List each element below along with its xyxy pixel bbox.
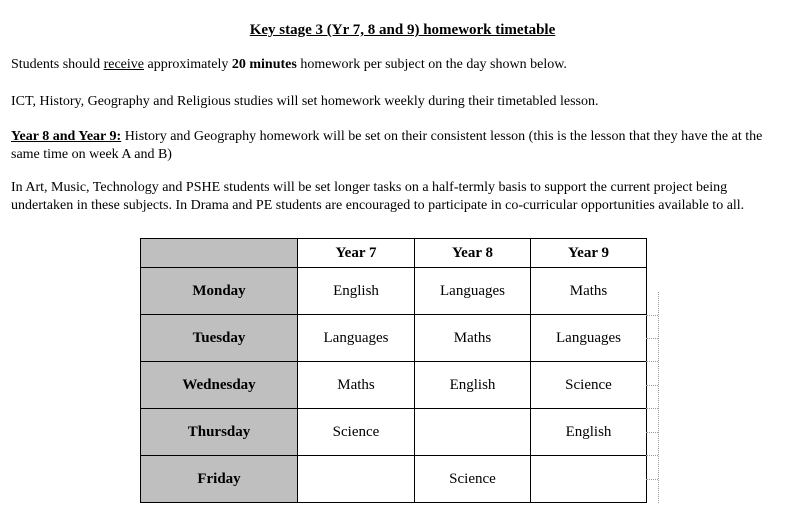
dotted-guide-tick (646, 361, 658, 362)
table-cell: Maths (415, 315, 531, 362)
paragraph-half-termly: In Art, Music, Technology and PSHE students will be set longer tasks on a half-termly basis to support the current project being undertaken in these subjects. In Drama and PE students are encouraged to participate in co-curricular opportunities available to all. (11, 180, 745, 213)
table-row (141, 268, 647, 315)
day-cell: Monday (141, 268, 298, 315)
table-row (141, 315, 647, 362)
dotted-guide-tick (646, 315, 658, 316)
p1-text-c: homework per subject on the day shown below. (296, 57, 567, 72)
table-header-row (141, 239, 647, 268)
paragraph-homework-duration (11, 56, 791, 74)
p1-text-b: approximately (144, 57, 232, 72)
table-cell: Science (415, 456, 531, 503)
table-cell: Science (298, 409, 415, 456)
table-cell: Languages (531, 315, 647, 362)
header-corner-cell (141, 239, 298, 268)
homework-timetable (140, 238, 647, 503)
table-dotted-border-guide (646, 292, 659, 503)
dotted-guide-tick (646, 479, 658, 480)
dotted-guide-tick (646, 385, 658, 386)
dotted-guide-tick (646, 408, 658, 409)
header-year-8: Year 8 (415, 239, 531, 268)
paragraph-weekly-subjects: ICT, History, Geography and Religious studies will set homework weekly during their timetabled lesson. (11, 94, 599, 109)
document-title: Key stage 3 (Yr 7, 8 and 9) homework timetable (249, 22, 556, 38)
table-cell: Science (531, 362, 647, 409)
day-cell: Tuesday (141, 315, 298, 362)
header-year-7: Year 7 (298, 239, 415, 268)
table-cell (415, 409, 531, 456)
table-row (141, 362, 647, 409)
dotted-guide-tick (646, 338, 658, 339)
dotted-guide-tick (646, 455, 658, 456)
table-cell: Maths (531, 268, 647, 315)
table-row (141, 409, 647, 456)
p1-text-a: Students should (11, 57, 104, 72)
p3-label: Year 8 and Year 9: (11, 129, 122, 144)
table-cell: English (298, 268, 415, 315)
p3-text: History and Geography homework will be set on their consistent lesson (this is the lesson that they have the at the same time on week A and B) (11, 129, 763, 162)
table-cell: Maths (298, 362, 415, 409)
p1-underlined-word: receive (103, 57, 144, 72)
table-cell (531, 456, 647, 503)
table-row (141, 456, 647, 503)
table-cell: English (415, 362, 531, 409)
day-cell: Wednesday (141, 362, 298, 409)
day-cell: Friday (141, 456, 298, 503)
table-cell: Languages (298, 315, 415, 362)
table-cell: English (531, 409, 647, 456)
p1-bold-duration: 20 minutes (231, 57, 297, 72)
dotted-guide-tick (646, 432, 658, 433)
header-year-9: Year 9 (531, 239, 647, 268)
paragraph-year-8-9 (11, 128, 791, 163)
table-cell (298, 456, 415, 503)
day-cell: Thursday (141, 409, 298, 456)
table-cell: Languages (415, 268, 531, 315)
